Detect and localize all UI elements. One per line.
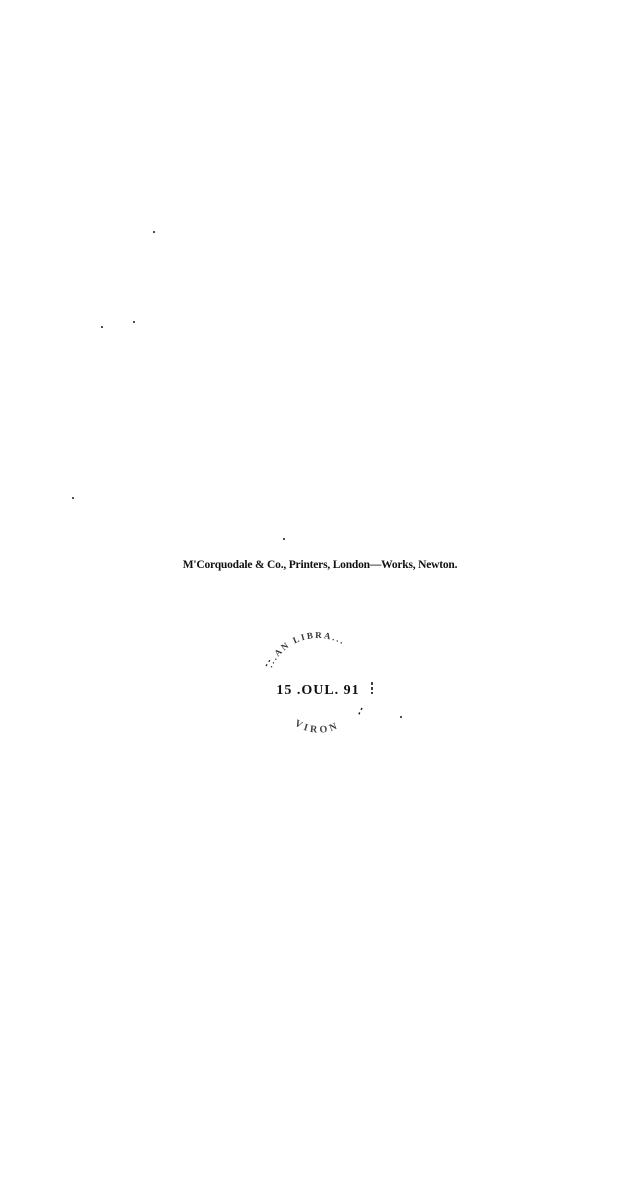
stamp-date-text: 15 .OUL. 91	[276, 683, 360, 698]
speck	[400, 716, 402, 718]
speck	[153, 231, 155, 233]
stamp-top-text: ...AN LIBRA...	[264, 629, 348, 669]
speck	[101, 326, 103, 328]
printer-imprint: M'Corquodale & Co., Printers, London—Works, Newton.	[182, 559, 458, 571]
stamp-bottom-text: VIRON	[292, 718, 342, 736]
speck	[72, 497, 74, 499]
speck	[283, 538, 285, 540]
library-date-stamp-icon	[254, 626, 382, 738]
speck	[133, 321, 135, 323]
